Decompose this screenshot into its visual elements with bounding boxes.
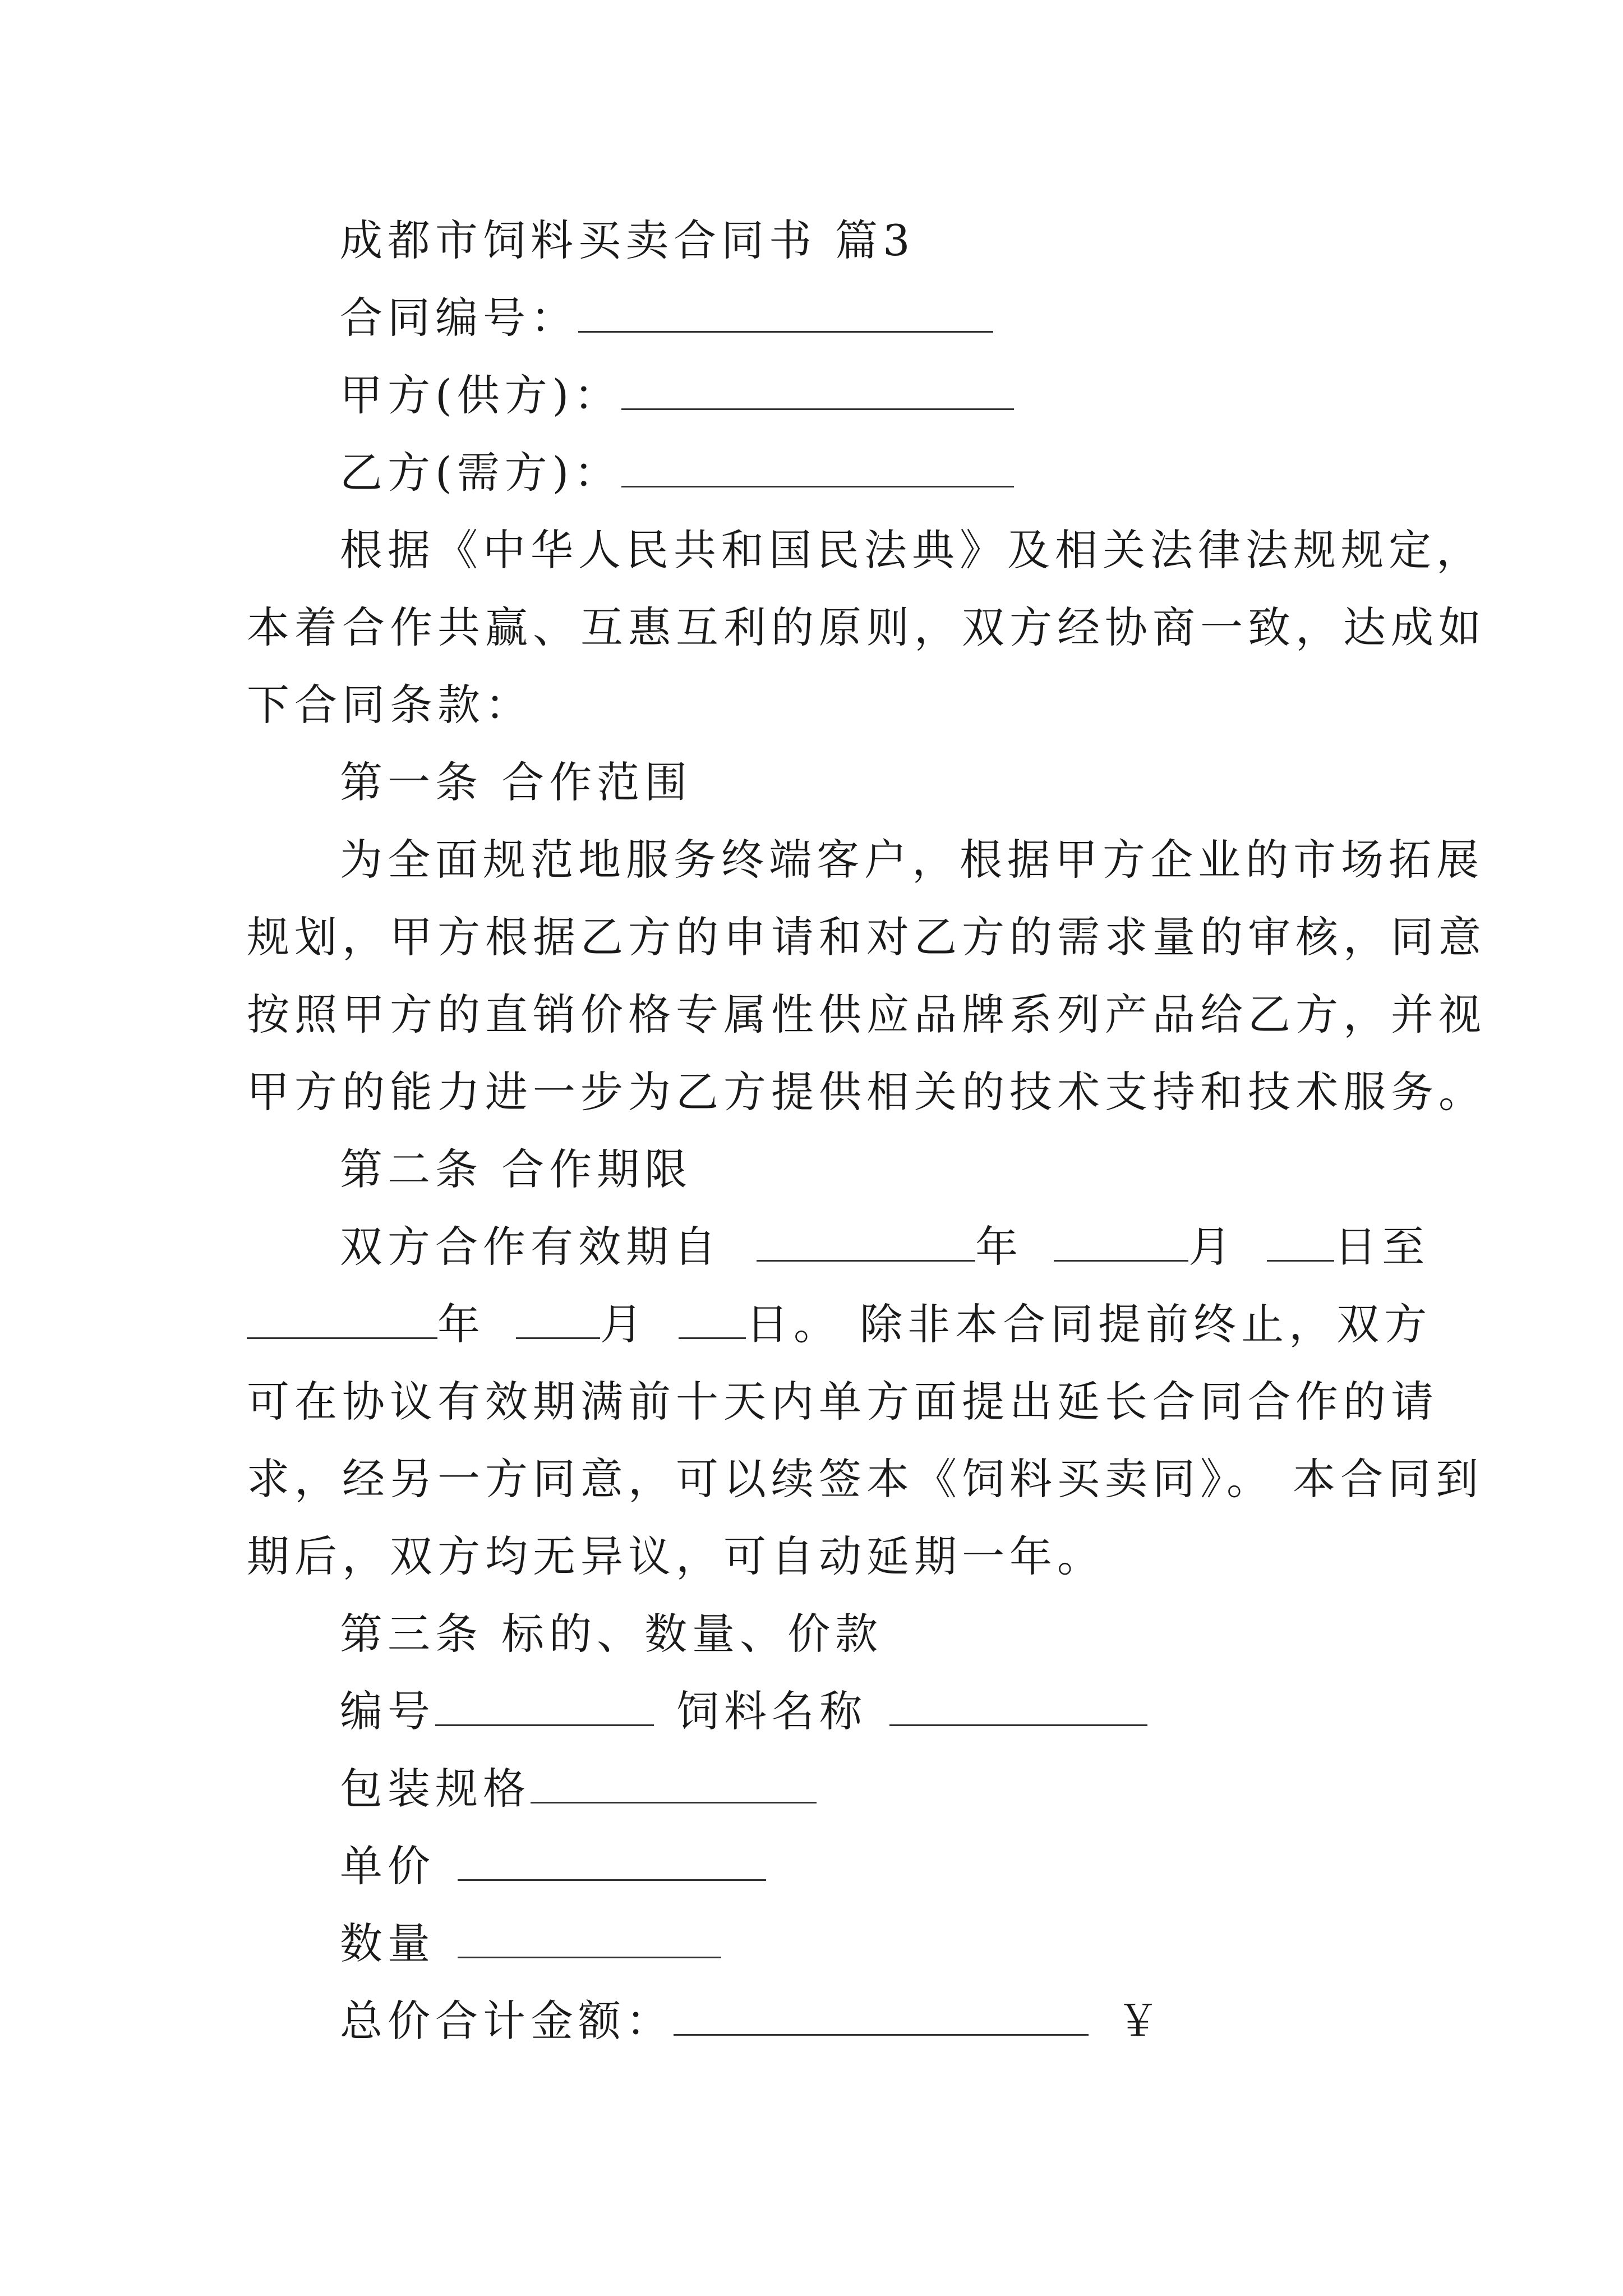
start-day-label: 日至 — [1334, 1222, 1430, 1272]
package-spec-label: 包装规格 — [340, 1764, 531, 1814]
party-a-blank[interactable] — [621, 375, 1014, 410]
party-a-line — [247, 357, 1399, 434]
quantity-label: 数量 — [340, 1918, 435, 1968]
document-title: 成都市饲料买卖合同书 篇3 — [340, 215, 915, 265]
quantity-blank[interactable] — [458, 1923, 721, 1958]
article-2-line-4: 求，经另一方同意，可以续签本《饲料买卖同》。 本合同到 — [247, 1454, 1484, 1504]
end-day-label: 日。 — [746, 1299, 841, 1349]
end-month-blank[interactable] — [516, 1304, 600, 1339]
total-line — [247, 1982, 1399, 2060]
intro-line-1: 根据《中华人民共和国民法典》及相关法律法规规定， — [340, 525, 1484, 575]
start-year-label: 年 — [975, 1222, 1023, 1272]
contract-number-line — [247, 279, 1399, 357]
start-year-blank[interactable] — [757, 1226, 975, 1262]
unit-price-blank[interactable] — [458, 1846, 766, 1881]
contract-number-blank[interactable] — [578, 297, 993, 333]
article-1-title: 第一条 合作范围 — [340, 757, 693, 807]
feed-name-blank[interactable] — [889, 1691, 1147, 1726]
contract-body — [247, 202, 1486, 2060]
quantity-line — [247, 1905, 1399, 1982]
total-amount-label: 总价合计金额： — [340, 1996, 674, 2046]
package-line — [247, 1750, 1399, 1828]
party-b-label: 乙方(需方)： — [340, 448, 622, 498]
article-2-line-2 — [247, 1286, 1432, 1363]
item-line — [247, 1673, 1399, 1750]
article-1-line-1: 为全面规范地服务终端客户，根据甲方企业的市场拓展 — [340, 835, 1484, 885]
end-year-label: 年 — [437, 1299, 485, 1349]
package-spec-blank[interactable] — [531, 1768, 817, 1803]
article-1-line-4: 甲方的能力进一步为乙方提供相关的技术支持和技术服务。 — [247, 1067, 1486, 1117]
item-number-label: 编号 — [340, 1686, 435, 1736]
start-day-blank[interactable] — [1267, 1226, 1334, 1262]
start-month-blank[interactable] — [1054, 1226, 1188, 1262]
currency-symbol: ￥ — [1117, 1996, 1164, 2046]
end-day-blank[interactable] — [679, 1304, 746, 1339]
article-2-line-3: 可在协议有效期满前十天内单方面提出延长合同合作的请 — [247, 1377, 1438, 1427]
party-b-blank[interactable] — [621, 452, 1014, 487]
article-1-line-2: 规划，甲方根据乙方的申请和对乙方的需求量的审核，同意 — [247, 912, 1486, 962]
termination-text: 除非本合同提前终止，双方 — [841, 1299, 1432, 1349]
unit-price-line — [247, 1828, 1399, 1905]
contract-number-label: 合同编号： — [340, 293, 578, 343]
intro-line-2: 本着合作共赢、互惠互利的原则，双方经协商一致，达成如 — [247, 602, 1486, 652]
article-1-line-3: 按照甲方的直销价格专属性供应品牌系列产品给乙方，并视 — [247, 990, 1486, 1039]
term-lead-text: 双方合作有效期自 — [340, 1222, 740, 1272]
end-year-blank[interactable] — [247, 1304, 437, 1339]
total-amount-blank[interactable] — [674, 2000, 1089, 2036]
party-a-label: 甲方(供方)： — [340, 370, 622, 420]
start-month-label: 月 — [1188, 1222, 1237, 1272]
article-2-line-1 — [247, 1208, 1430, 1286]
unit-price-label: 单价 — [340, 1841, 435, 1891]
party-b-line — [247, 434, 1399, 512]
item-number-blank[interactable] — [435, 1691, 654, 1726]
article-2-line-5: 期后，双方均无异议，可自动延期一年。 — [247, 1531, 1105, 1581]
article-2-title: 第二条 合作期限 — [340, 1144, 693, 1194]
end-month-label: 月 — [600, 1299, 648, 1349]
article-3-title: 第三条 标的、数量、价款 — [340, 1609, 883, 1659]
feed-name-label: 饲料名称 — [676, 1686, 867, 1736]
intro-line-3: 下合同条款： — [247, 680, 533, 730]
